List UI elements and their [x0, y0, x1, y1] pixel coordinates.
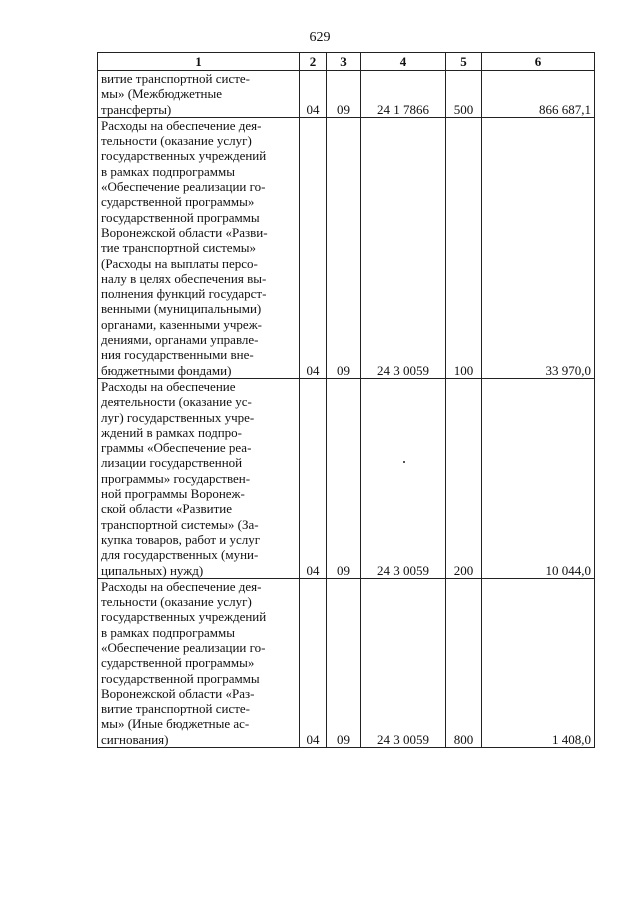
section-code: 04: [300, 117, 327, 378]
amount-value: 10 044,0: [482, 378, 595, 578]
description-line: граммы «Обеспечение реа-: [101, 440, 252, 456]
table-row: [98, 71, 595, 118]
table-row: [98, 578, 595, 747]
description-line: налу в целях обеспечения вы-: [101, 270, 267, 286]
expense-type-code: 500: [446, 71, 482, 118]
description-line: тельности (оказание услуг): [101, 594, 252, 610]
amount-value: 33 970,0: [482, 117, 595, 378]
description-line: «Обеспечение реализации го-: [101, 179, 266, 195]
expense-type-code: 200: [446, 378, 482, 578]
description-line: Расходы на обеспечение: [101, 378, 236, 394]
description-line: государственной программы: [101, 209, 260, 225]
description-line: бюджетными фондами): [101, 362, 232, 378]
header-col-6: 6: [482, 53, 595, 71]
description-line: Воронежской области «Разви-: [101, 224, 268, 240]
description-line: государственных учреждений: [101, 609, 267, 625]
row-description: [98, 578, 300, 747]
row-description: [98, 378, 300, 578]
table-row: [98, 117, 595, 378]
description-line: дениями, органами управле-: [101, 332, 259, 348]
target-article-code: 24 3 0059: [361, 117, 446, 378]
expense-type-code: 100: [446, 117, 482, 378]
table-header-row: [98, 53, 595, 71]
description-line: Расходы на обеспечение дея-: [101, 117, 262, 133]
header-col-2: 2: [300, 53, 327, 71]
header-col-5: 5: [446, 53, 482, 71]
description-line: лизации государственной: [101, 455, 243, 471]
row-description: [98, 71, 300, 118]
description-line: тие транспортной системы»: [101, 240, 257, 256]
subsection-code: 09: [327, 578, 361, 747]
scan-speck: [403, 461, 405, 463]
page-number: 629: [309, 30, 331, 45]
subsection-code: 09: [327, 117, 361, 378]
description-line: купка товаров, работ и услуг: [101, 531, 261, 547]
description-line: луг) государственных учре-: [101, 409, 255, 425]
description-line: тельности (оказание услуг): [101, 133, 252, 149]
description-line: (Расходы на выплаты персо-: [101, 255, 258, 271]
budget-table: [97, 52, 595, 748]
description-line: ждений в рамках подпро-: [101, 424, 242, 440]
description-line: венными (муниципальными): [101, 301, 262, 317]
section-code: 04: [300, 71, 327, 118]
description-line: государственных учреждений: [101, 148, 267, 164]
amount-value: 866 687,1: [482, 71, 595, 118]
description-line: ной программы Воронеж-: [101, 486, 245, 502]
description-line: мы» (Межбюджетные: [101, 86, 223, 102]
header-col-3: 3: [327, 53, 361, 71]
description-line: витие транспортной систе-: [101, 701, 250, 717]
description-line: государственной программы: [101, 670, 260, 686]
description-line: Расходы на обеспечение дея-: [101, 578, 262, 594]
description-line: сударственной программы»: [101, 194, 255, 210]
description-line: витие транспортной систе-: [101, 71, 250, 86]
description-line: в рамках подпрограммы: [101, 624, 235, 640]
description-line: органами, казенными учреж-: [101, 316, 263, 332]
description-line: полнения функций государст-: [101, 286, 267, 302]
description-line: ской области «Развитие: [101, 501, 232, 517]
amount-value: 1 408,0: [482, 578, 595, 747]
description-line: Воронежской области «Раз-: [101, 685, 255, 701]
description-line: сигнования): [101, 731, 169, 747]
description-line: ципальных) нужд): [101, 562, 204, 578]
table-row: [98, 378, 595, 578]
description-line: ния государственными вне-: [101, 347, 254, 363]
subsection-code: 09: [327, 378, 361, 578]
description-line: трансферты): [101, 101, 172, 117]
description-line: программы» государствен-: [101, 470, 251, 486]
section-code: 04: [300, 578, 327, 747]
description-line: транспортной системы» (За-: [101, 516, 259, 532]
target-article-code: 24 3 0059: [361, 378, 446, 578]
header-col-1: 1: [98, 53, 300, 71]
row-description: [98, 117, 300, 378]
section-code: 04: [300, 378, 327, 578]
target-article-code: 24 1 7866: [361, 71, 446, 118]
description-line: деятельности (оказание ус-: [101, 394, 252, 410]
description-line: в рамках подпрограммы: [101, 163, 235, 179]
subsection-code: 09: [327, 71, 361, 118]
description-line: «Обеспечение реализации го-: [101, 639, 266, 655]
description-line: для государственных (муни-: [101, 547, 259, 563]
expense-type-code: 800: [446, 578, 482, 747]
header-col-4: 4: [361, 53, 446, 71]
description-line: сударственной программы»: [101, 655, 255, 671]
target-article-code: 24 3 0059: [361, 578, 446, 747]
description-line: мы» (Иные бюджетные ас-: [101, 716, 250, 732]
